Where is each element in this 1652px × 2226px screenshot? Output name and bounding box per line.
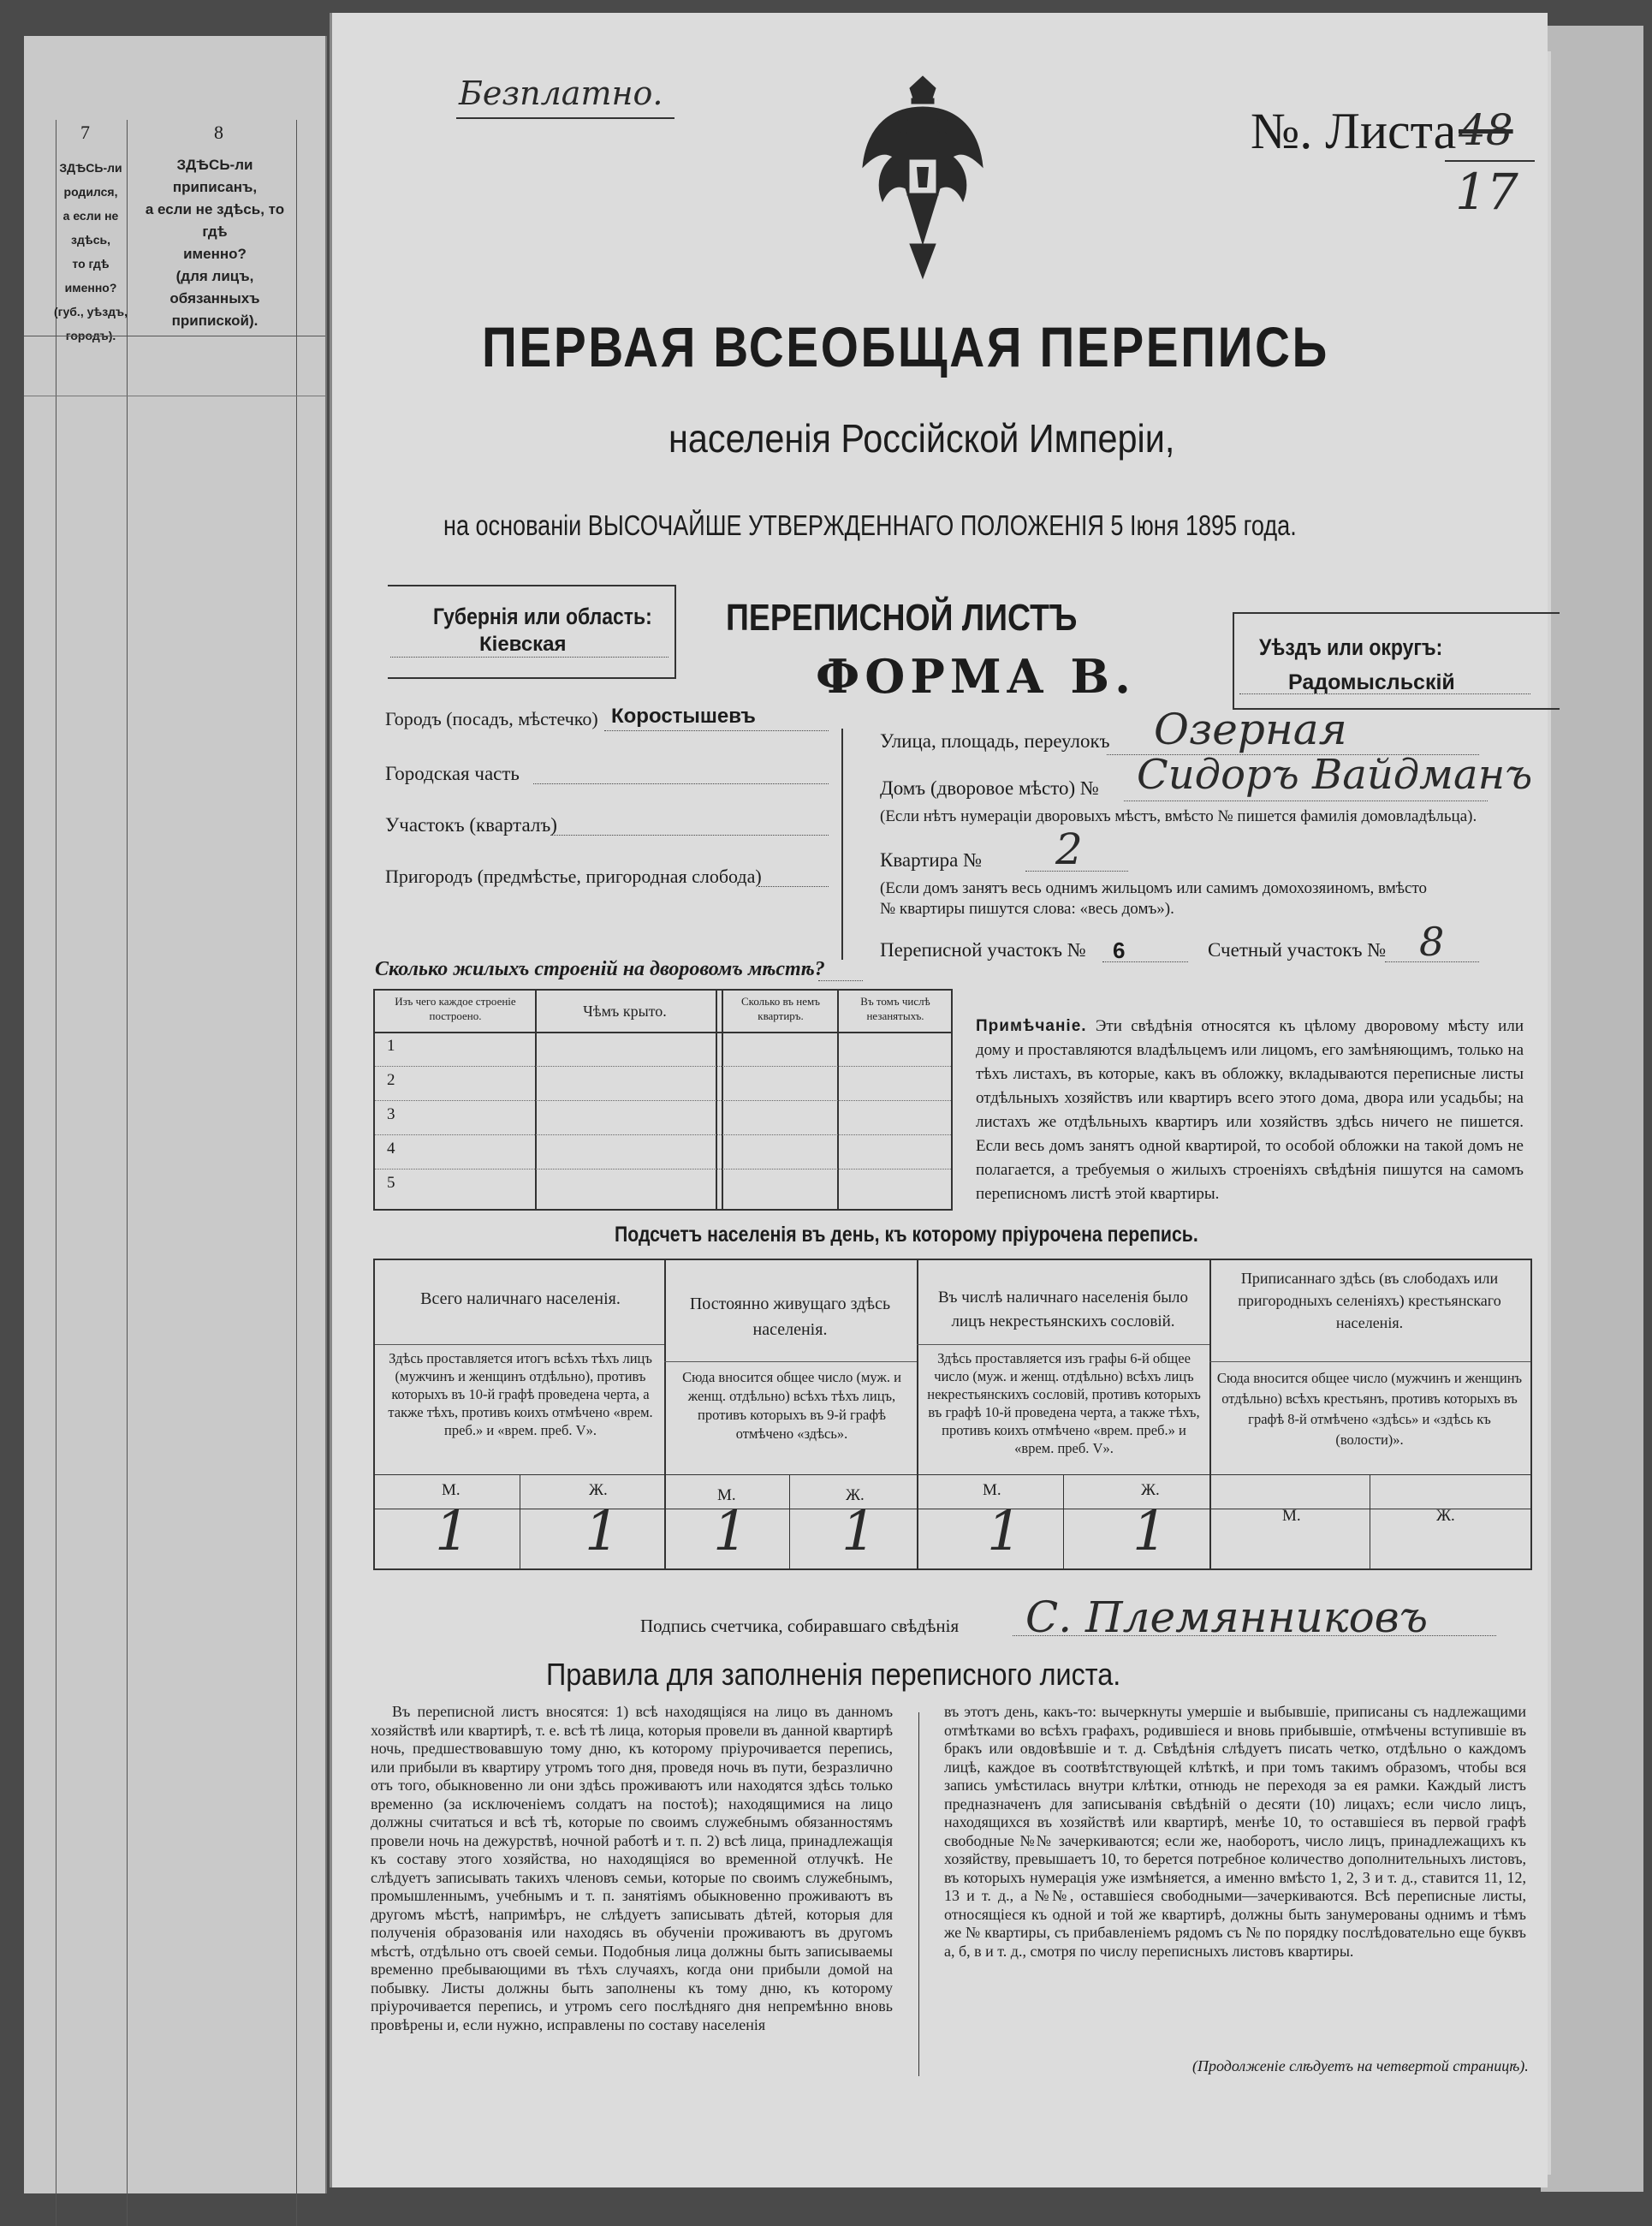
town-line: [604, 730, 829, 731]
count-value[interactable]: 1: [435, 1500, 470, 1563]
rules-title: Правила для заполненія переписного листа.: [546, 1657, 1121, 1692]
form-name: ФОРМА В.: [816, 649, 1136, 704]
underlying-pages-right: [1541, 26, 1643, 2192]
sheet-number-value: 17: [1455, 163, 1518, 221]
province-line: [390, 657, 669, 658]
count-value[interactable]: 1: [987, 1500, 1022, 1563]
town-part-line: [533, 783, 829, 784]
province-value[interactable]: Кіевская: [479, 633, 567, 656]
town-value[interactable]: Коростышевъ: [611, 705, 756, 728]
buildings-row-number: 2: [387, 1071, 395, 1089]
rules-left-column: Въ переписной листъ вносятся: 1) всѣ находящіяся на лицо въ данномъ хозяйствѣ или квартирѣ, т. е. всѣ тѣ лица, которыя провели въ данной квартирѣ ночь, предшествовавшую тому дню, къ которому пріурочивается перепись, или прибыли въ квартиру утромъ того дня, проведя ночь въ пути, безразлично отъ того, обыкновенно ли они здѣсь проживаютъ или находятся здѣсь только временно (за исключеніемъ солдатъ на постоѣ); находящимися на лицо должны считаться и всѣ тѣ, которые по своимъ служебнымъ обязанностямъ провели ночь на дежурствѣ, ночной работѣ и т. п. 2) всѣ лица, принадлежащія къ составу этого хозяйства, но находящіяся во временной отлучкѣ. Не слѣдуетъ записывать такихъ членовъ семьи, которые по своимъ служебнымъ, промышленнымъ, учебнымъ и т. п. занятіямъ обыкновенно проживаютъ въ другомъ мѣстѣ, напримѣръ, не слѣдуетъ записывать дѣтей, которыя для полученія образованія или находясь въ обученіи проживаютъ въ другомъ мѣстѣ, отдѣльно отъ своей семьи. Подобныя лица должны быть записываемы временно пребывающими въ тѣхъ случаяхъ, когда они прибыли домой на побывку. Листы должны быть заполнены къ тому дню, къ которому пріурочивается перепись, и утромъ сего послѣдняго дня непремѣнно вновь провѣрены и, если нужно, исправлены по составу населенія: [371, 1703, 893, 2033]
house-value[interactable]: Сидоръ Вайдманъ: [1137, 751, 1533, 799]
column-number: 7: [80, 122, 90, 143]
male-label: М.: [983, 1481, 1001, 1499]
buildings-row-rule: [375, 1066, 951, 1067]
buildings-header: Сколько въ немъ квартиръ.: [741, 995, 820, 1022]
free-underline: [456, 117, 674, 119]
precinct-label: Участокъ (кварталъ): [385, 814, 557, 836]
apartment-note-2: № квартиры пишутся слова: «весь домъ»).: [880, 900, 1174, 918]
rules-divider: [918, 1712, 919, 2076]
column-divider: [296, 120, 297, 2226]
page-title: ПЕРВАЯ ВСЕОБЩАЯ ПЕРЕПИСЬ: [482, 315, 1329, 378]
street-value[interactable]: Озерная: [1154, 705, 1347, 754]
house-label: Домъ (дворовое мѣсто) №: [880, 777, 1099, 799]
population-table: [373, 1259, 1532, 1570]
census-precinct-line: [1102, 961, 1188, 962]
count-value[interactable]: 1: [585, 1500, 620, 1563]
population-head-rule: [664, 1361, 917, 1362]
district-label: Уѣздъ или округъ:: [1259, 634, 1443, 660]
underlying-page: [24, 36, 327, 2193]
population-mf-divider: [789, 1474, 790, 1568]
population-head-rule: [1209, 1361, 1530, 1362]
population-count-title: Подсчетъ населенія въ день, къ которому пріурочена перепись.: [615, 1223, 1198, 1247]
buildings-question: Сколько жилыхъ строеній на дворовомъ мѣстѣ?: [375, 958, 825, 980]
population-col-text: Сюда вносится общее число (мужчинъ и женщинъ отдѣльно) всѣхъ крестьянъ, противъ которыхъ въ графѣ 8-й отмѣчено «здѣсь» и «здѣсь къ (волости)».: [1216, 1370, 1523, 1448]
buildings-row-number: 4: [387, 1140, 395, 1158]
apartment-label: Квартира №: [880, 849, 983, 871]
population-mf-rule: [375, 1474, 1530, 1475]
sheet-title: ПЕРЕПИСНОЙ ЛИСТЪ: [726, 597, 1078, 639]
apartment-value[interactable]: 2: [1055, 824, 1083, 874]
apartment-note-1: (Если домъ занятъ весь однимъ жильцомъ или самимъ домохозяиномъ, вмѣсто: [880, 879, 1428, 897]
census-precinct-label: Переписной участокъ №: [880, 939, 1086, 961]
census-sheet: [330, 13, 1548, 2187]
female-label: Ж.: [1141, 1481, 1160, 1499]
counting-precinct-line: [1385, 961, 1479, 962]
precinct-line: [550, 835, 829, 836]
buildings-row-rule: [375, 1169, 951, 1170]
count-value[interactable]: 1: [841, 1500, 877, 1563]
col7-header: ЗДѢСЬ-ли родился, а если не здѣсь, то гдѣ именно? (губ., уѣздъ, городъ).: [54, 161, 128, 342]
page-subtitle: населенія Россійской Имперіи,: [669, 416, 1175, 461]
province-box: [388, 585, 676, 679]
rules-right-column: въ этотъ день, какъ-то: вычеркнуты умершіе и выбывшіе, приписаны съ надлежащими отмѣтками во всѣхъ графахъ, родившіеся и вновь прибывшіе, отмѣчены вступившіе въ бракъ или овдовѣвшіе и т. д. Свѣдѣнія слѣдуетъ писать четко, отдѣльно о каждомъ лицѣ, каждое въ соотвѣтствующей клѣткѣ, и при томъ такимъ образомъ, чтобы вся запись умѣстилась внутри клѣтки, отнюдь не переходя за ея рамки. Каждый листъ предназначенъ для записыванія свѣдѣній о десяти (10) лицахъ; если число лицъ, находящихся въ хозяйствѣ или квартирѣ, менѣе 10, то оставшіеся въ первой графѣ свободные №№ зачеркиваются; если же, наоборотъ, число лицъ, принадлежащихъ къ хозяйству, превышаетъ 10, то берется потребное количество дополнительныхъ листовъ, въ которыхъ нумерація уже измѣняется, а именно вмѣсто 1, 2, 3 и т. д., ставится 11, 12, 13 и т. д., а №№, оставшіеся свободными—зачеркиваются. Всѣ переписные листы, относящіеся къ одной и той же квартирѣ, должны быть занумерованы однимъ и тѣмъ же № квартиры, съ прибавленіемъ рядомъ съ № по порядку послѣдовательно еще буквъ а, б, в и т. д., смотря по числу переписныхъ листовъ квартиры.: [944, 1703, 1526, 1960]
sheet-number-label: №. Листа: [1251, 103, 1457, 159]
free-label: Безплатно.: [459, 74, 663, 112]
population-mf-divider: [1063, 1474, 1064, 1568]
buildings-row-number: 1: [387, 1037, 395, 1055]
population-head-rule: [917, 1344, 1209, 1345]
signature-value[interactable]: С. Племянниковъ: [1025, 1592, 1429, 1642]
population-col-rule: [664, 1260, 666, 1568]
rules-continued: (Продолженіе слѣдуетъ на четвертой страницѣ).: [1192, 2057, 1529, 2074]
buildings-note: Примѣчаніе. Эти свѣдѣнія относятся къ цѣлому дворовому мѣсту или дому и проставляются владѣльцемъ или лицомъ, его замѣняющимъ, только на тѣхъ листахъ, въ которые, какъ въ обложку, вкладываются переписные листы отдѣльныхъ хозяйствъ или квартиръ всего этого дома, двора или усадьбы; на листахъ же отдѣльныхъ квартиръ или хозяйствъ здѣсь ничего не пишется. Если весь домъ занятъ одной квартирой, то особой обложки на такой домъ не полагается, а требуемыя о жилыхъ строеніяхъ свѣдѣнія пишутся на самомъ переписномъ листѣ этой квартиры.: [976, 1017, 1524, 1203]
population-col-rule: [1209, 1260, 1211, 1568]
double-headed-eagle-icon: [859, 73, 987, 283]
male-label: М.: [442, 1481, 461, 1499]
population-col-text: Здѣсь проставляется изъ графы 6-й общее число (муж. и женщ. отдѣльно) всѣхъ лицъ некрестьянскихъ сословій, противъ которыхъ въ графѣ 10-й проведена черта, а также тѣхъ, противъ коихъ отмѣчено «врем. преб.» и «врем. преб. V».: [927, 1350, 1201, 1456]
buildings-header: Въ томъ числѣ незанятыхъ.: [860, 995, 930, 1022]
buildings-header-rule: [375, 1032, 951, 1033]
counting-precinct-label: Счетный участокъ №: [1208, 939, 1387, 961]
suburb-line: [758, 886, 829, 887]
address-divider: [841, 729, 843, 960]
sheet-number-underline: [1445, 160, 1535, 162]
counting-precinct-value[interactable]: 8: [1419, 919, 1445, 965]
buildings-row-rule: [375, 1134, 951, 1135]
male-label: М.: [1282, 1507, 1301, 1525]
col8-header: ЗДѢСЬ-ли приписанъ, а если не здѣсь, то гдѣ именно? (для лицъ, обязанныхъ припиской).: [145, 157, 285, 329]
population-col-text: Сюда вносится общее число (муж. и женщ. отдѣльно) всѣхъ тѣхъ лицъ, противъ которыхъ въ 9-й графѣ отмѣчено «здѣсь».: [682, 1369, 901, 1442]
population-col-head: Въ числѣ наличнаго населенія было лицъ некрестьянскихъ сословій.: [937, 1289, 1189, 1330]
population-col-rule: [917, 1260, 918, 1568]
population-col-head: Всего наличнаго населенія.: [420, 1289, 621, 1308]
house-note: (Если нѣтъ нумераціи дворовыхъ мѣстъ, вмѣсто № пишется фамилія домовладѣльца).: [880, 807, 1477, 825]
town-label: Городъ (посадъ, мѣстечко): [385, 708, 598, 729]
census-precinct-value[interactable]: 6: [1113, 937, 1126, 963]
female-label: Ж.: [589, 1481, 608, 1499]
suburb-label: Пригородъ (предмѣстье, пригородная слобода): [385, 866, 762, 887]
buildings-table: [373, 989, 953, 1211]
sheet-number-crossed: 48: [1459, 105, 1513, 155]
buildings-row-rule: [375, 1100, 951, 1101]
buildings-row-number: 3: [387, 1105, 395, 1123]
town-part-label: Городская часть: [385, 763, 520, 784]
district-value[interactable]: Радомысльскій: [1288, 670, 1455, 694]
population-col-head: Приписаннаго здѣсь (въ слободахъ или пригородныхъ селеніяхъ) крестьянскаго населенія.: [1238, 1270, 1501, 1331]
buildings-question-line: [818, 980, 863, 981]
population-col-head: Постоянно живущаго здѣсь населенія.: [689, 1295, 891, 1339]
female-label: Ж.: [1436, 1507, 1455, 1525]
column-divider: [127, 120, 128, 2226]
column-number: 8: [214, 122, 223, 143]
female-label: Ж.: [846, 1486, 865, 1504]
buildings-header: Изъ чего каждое строеніе построено.: [395, 995, 516, 1022]
male-label: М.: [717, 1486, 736, 1504]
basis-line: на основаніи ВЫСОЧАЙШЕ УТВЕРЖДЕННАГО ПОЛОЖЕНІЯ 5 Іюня 1895 года.: [443, 509, 1297, 541]
count-value[interactable]: 1: [713, 1500, 748, 1563]
count-value[interactable]: 1: [1132, 1500, 1168, 1563]
population-col-text: Здѣсь проставляется итогъ всѣхъ тѣхъ лицъ (мужчинъ и женщинъ отдѣльно), противъ которыхъ въ 10-й графѣ проведена черта, а также тѣхъ, противъ коихъ отмѣчено «врем. преб.» и «врем. преб. V».: [388, 1350, 653, 1438]
buildings-row-number: 5: [387, 1174, 395, 1192]
signature-label: Подпись счетчика, собиравшаго свѣдѣнія: [640, 1616, 960, 1636]
buildings-header: Чѣмъ крыто.: [583, 1003, 667, 1020]
street-label: Улица, площадь, переулокъ: [880, 730, 1110, 752]
province-label: Губернія или область:: [433, 604, 652, 629]
population-head-rule: [375, 1344, 664, 1345]
